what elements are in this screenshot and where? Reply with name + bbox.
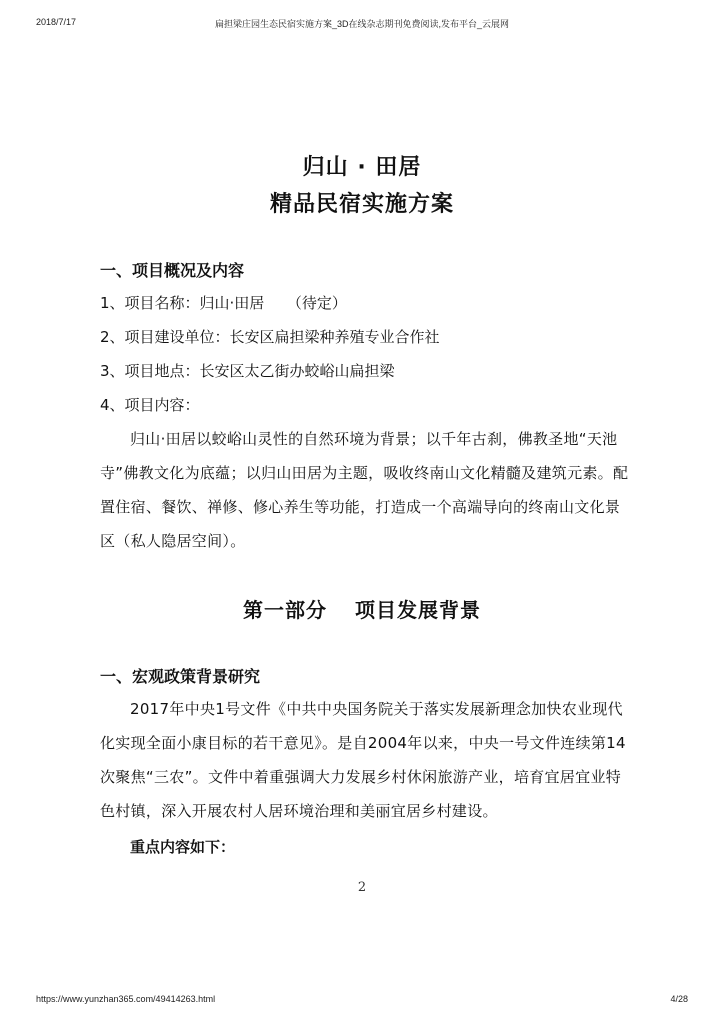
print-url: https://www.yunzhan365.com/49414263.html <box>36 994 216 1004</box>
key-points-label: 重点内容如下： <box>130 838 236 856</box>
part-one-label: 第一部分 <box>243 598 327 622</box>
part-one-heading: 项目发展背景 <box>355 598 481 622</box>
section-heading-overview: 一、项目概况及内容 <box>100 261 245 280</box>
part-one-title <box>0 594 724 623</box>
project-builder-item: 2、项目建设单位：长安区扁担梁种养殖专业合作社 <box>100 328 440 346</box>
project-location-item: 3、项目地点：长安区太乙街办蛟峪山扁担梁 <box>100 362 395 380</box>
policy-paragraph: 2017年中央1号文件《中共中央国务院关于落实发展新理念加快农业现代化实现全面小康目标的若干意见》。是自2004年以来，中央一号文件连续第14次聚焦“三农”。文件中着重强调大力发展乡村休闲旅游产业，培育宜居宜业特色村镇，深入开展农村人居环境治理和美丽宜居乡村建设。 <box>100 700 626 820</box>
print-date: 2018/7/17 <box>36 17 77 27</box>
project-content-item: 4、项目内容： <box>100 396 200 414</box>
document-title-line1: 归山 · 田居 <box>302 155 422 180</box>
document-title-line2: 精品民宿实施方案 <box>269 192 454 217</box>
project-name-item: 1、项目名称：归山·田居 （待定） <box>100 294 347 312</box>
section-heading-policy: 一、宏观政策背景研究 <box>100 667 261 686</box>
print-page-count: 4/28 <box>670 994 688 1004</box>
print-page-title: 扁担梁庄园生态民宿实施方案_3D在线杂志期刊免费阅读,发布平台_云展网 <box>214 19 510 29</box>
project-content-paragraph: 归山·田居以蛟峪山灵性的自然环境为背景；以千年古刹，佛教圣地“天池寺”佛教文化为底蕴；以归山田居为主题，吸收终南山文化精髓及建筑元素。配置住宿、餐饮、禅修、修心养生等功能，打造成一个高端导向的终南山文化景区（私人隐居空间）。 <box>100 430 629 550</box>
page-number: 2 <box>357 880 367 895</box>
print-header <box>36 17 688 31</box>
print-footer <box>36 994 688 1008</box>
